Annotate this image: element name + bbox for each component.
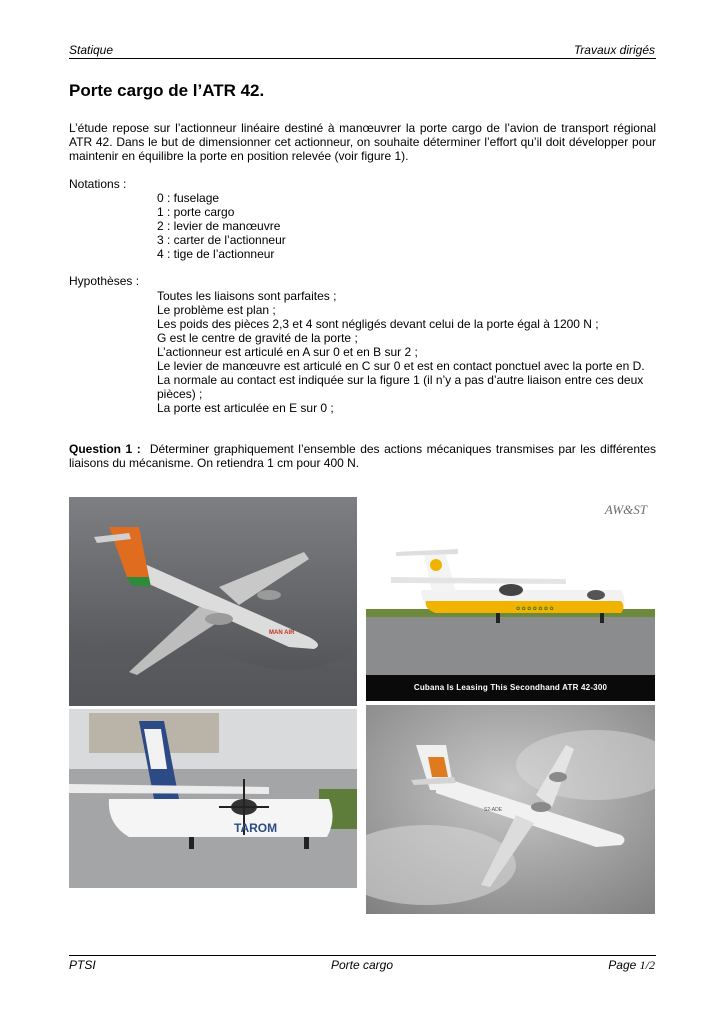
photo-3-illustration	[69, 709, 357, 888]
photo-4-registration: S2-ADE	[484, 807, 503, 813]
notation-item: 4 : tige de l’actionneur	[157, 247, 275, 261]
header-right: Travaux dirigés	[573, 43, 655, 57]
footer-page-prefix: Page	[608, 958, 640, 972]
hypothesis-item: G est le centre de gravité de la porte ;	[157, 331, 358, 345]
notation-item: 2 : levier de manœuvre	[157, 219, 281, 233]
hypothesis-item: Les poids des pièces 2,3 et 4 sont négligés devant celui de la porte égal à 1200 N ;	[157, 317, 599, 331]
photo-cubana-atr-tarmac	[366, 497, 655, 701]
photo-3-livery-text: TAROM	[234, 821, 278, 835]
photo-4-illustration	[366, 705, 655, 914]
footer-page-value: 1/2	[639, 958, 655, 972]
question-label: Question 1 :	[69, 442, 141, 456]
header-rule	[69, 58, 656, 59]
notation-item: 3 : carter de l’actionneur	[157, 233, 286, 247]
photo-tarom-atr-parked	[69, 709, 357, 888]
notation-item: 1 : porte cargo	[157, 205, 235, 219]
hypothesis-item: Toutes les liaisons sont parfaites ;	[157, 289, 337, 303]
hypothesis-item: L’actionneur est articulé en A sur 0 et en B sur 2 ;	[157, 345, 418, 359]
photo-atr-in-flight-orange-tail	[69, 497, 357, 706]
page-title: Porte cargo de l’ATR 42.	[69, 81, 265, 100]
photo-1-illustration	[69, 497, 357, 706]
hypothesis-item: La porte est articulée en E sur 0 ;	[157, 401, 334, 415]
question-1	[69, 442, 656, 470]
footer-rule	[69, 955, 656, 956]
photo-2-caption: Cubana Is Leasing This Secondhand ATR 42-300	[366, 675, 655, 701]
footer-left: PTSI	[69, 958, 96, 972]
question-text: Déterminer graphiquement l’ensemble des actions mécaniques transmises par les différentes liaisons du mécanisme. On retiendra 1 cm pour 400 N.	[69, 442, 656, 470]
notation-item: 0 : fuselage	[157, 191, 220, 205]
notations-label: Notations :	[69, 177, 127, 191]
hypotheses-list	[157, 289, 656, 415]
header-left: Statique	[69, 43, 114, 57]
hypothesis-item: Le levier de manœuvre est articulé en C sur 0 et est en contact ponctuel avec la porte en D. La normale au contact est indiquée sur la figure 1 (il n’y a pas d’autre liaison entre ces deux pièces) ;	[157, 359, 645, 401]
photo-2-illustration	[366, 497, 655, 701]
hypothesis-item: Le problème est plan ;	[157, 303, 276, 317]
hypotheses-label: Hypothèses :	[69, 274, 140, 288]
footer-center: Porte cargo	[330, 958, 394, 972]
notations-list	[157, 191, 286, 261]
svg-text:✿ ✿ ✿ ✿ ✿ ✿ ✿: ✿ ✿ ✿ ✿ ✿ ✿ ✿	[516, 606, 554, 612]
footer-page-number	[608, 958, 655, 972]
intro-paragraph: L’étude repose sur l’actionneur linéaire destiné à manœuvrer la porte cargo de l’avion de transport régional ATR 42. Dans le but de dimensionner cet actionneur, on souhaite déterminer l’effort qu’il doit développer pour maintenir en équilibre la porte en position relevée (voir figure 1).	[69, 121, 656, 163]
photo-2-watermark: AW&ST	[604, 502, 647, 517]
photo-1-livery-text: MAN AIR	[269, 630, 295, 636]
photo-atr-above-clouds	[366, 705, 655, 914]
